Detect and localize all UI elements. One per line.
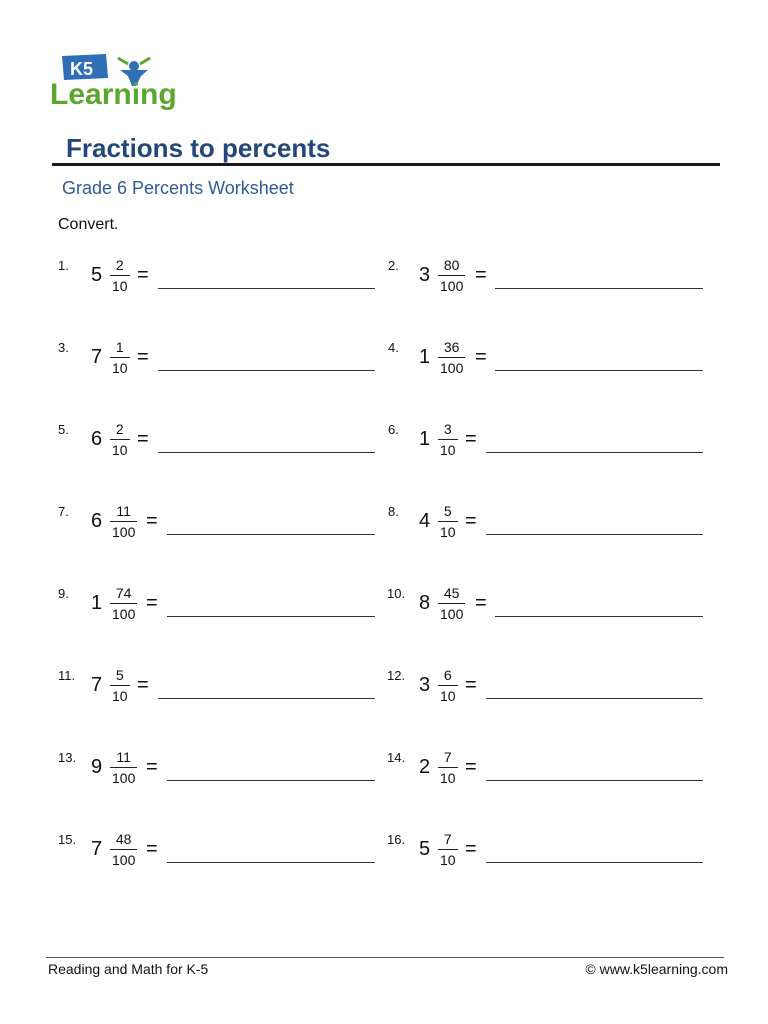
numerator: 74 (115, 585, 132, 601)
equals-sign: = (465, 674, 477, 696)
answer-blank[interactable] (495, 288, 703, 289)
equals-sign: = (475, 592, 487, 614)
problem-number: 8. (388, 504, 399, 519)
problem-item (388, 504, 703, 554)
numerator: 2 (115, 421, 124, 437)
denominator: 10 (440, 770, 456, 786)
worksheet-subtitle: Grade 6 Percents Worksheet (62, 178, 294, 198)
fraction (110, 340, 130, 375)
fraction (438, 586, 465, 621)
problem-number: 16. (387, 832, 406, 847)
whole-number: 2 (419, 756, 431, 778)
denominator: 100 (440, 360, 464, 376)
numerator: 11 (116, 749, 131, 765)
denominator: 100 (112, 770, 136, 786)
numerator: 5 (115, 667, 124, 683)
problem-number: 1. (58, 258, 69, 273)
denominator: 100 (112, 524, 136, 540)
problem-number: 4. (388, 340, 399, 355)
answer-blank[interactable] (158, 698, 375, 699)
whole-number: 8 (419, 592, 431, 614)
whole-number: 7 (91, 838, 103, 860)
problem-number: 11. (58, 668, 76, 683)
denominator: 10 (112, 360, 128, 376)
equals-sign: = (465, 428, 477, 450)
problem-item (388, 750, 703, 800)
answer-blank[interactable] (495, 616, 703, 617)
fraction (438, 832, 458, 867)
denominator: 10 (440, 852, 456, 868)
problem-item (58, 750, 375, 800)
problem-number: 14. (387, 750, 406, 765)
worksheet-title: Fractions to percents (66, 133, 331, 163)
denominator: 10 (112, 278, 128, 294)
denominator: 10 (112, 442, 128, 458)
denominator: 100 (440, 606, 464, 622)
fraction (110, 258, 130, 293)
problem-number: 9. (58, 586, 69, 601)
problem-item (388, 340, 703, 390)
fraction (110, 504, 137, 539)
whole-number: 5 (91, 264, 103, 286)
problem-item (388, 668, 703, 718)
svg-text:K5: K5 (70, 59, 94, 79)
answer-blank[interactable] (486, 452, 703, 453)
answer-blank[interactable] (495, 370, 703, 371)
problem-item (58, 832, 375, 882)
fraction (438, 750, 458, 785)
fraction (438, 340, 465, 375)
answer-blank[interactable] (486, 780, 703, 781)
answer-blank[interactable] (486, 862, 703, 863)
denominator: 10 (440, 524, 456, 540)
equals-sign: = (465, 838, 477, 860)
problem-item (388, 258, 703, 308)
whole-number: 6 (91, 428, 103, 450)
answer-blank[interactable] (167, 780, 375, 781)
equals-sign: = (146, 756, 158, 778)
equals-sign: = (465, 756, 477, 778)
equals-sign: = (137, 674, 149, 696)
problem-number: 10. (387, 586, 406, 601)
problem-item (58, 504, 375, 554)
equals-sign: = (146, 592, 158, 614)
numerator: 45 (443, 585, 460, 601)
problem-number: 3. (58, 340, 69, 355)
problem-number: 6. (388, 422, 399, 437)
fraction (110, 668, 130, 703)
equals-sign: = (465, 510, 477, 532)
whole-number: 7 (91, 674, 103, 696)
footer-divider (46, 957, 724, 958)
numerator: 3 (443, 421, 452, 437)
numerator: 2 (115, 257, 124, 273)
numerator: 36 (443, 339, 460, 355)
answer-blank[interactable] (486, 698, 703, 699)
answer-blank[interactable] (167, 534, 375, 535)
fraction (438, 258, 465, 293)
problem-item (58, 258, 375, 308)
numerator: 1 (115, 339, 124, 355)
whole-number: 1 (91, 592, 103, 614)
whole-number: 9 (91, 756, 103, 778)
answer-blank[interactable] (167, 862, 375, 863)
problem-number: 2. (388, 258, 399, 273)
problem-item (58, 668, 375, 718)
fraction (110, 422, 130, 457)
numerator: 5 (443, 503, 452, 519)
whole-number: 7 (91, 346, 103, 368)
footer-tagline: Reading and Math for K-5 (48, 961, 209, 977)
fraction (438, 422, 458, 457)
whole-number: 3 (419, 264, 431, 286)
denominator: 10 (112, 688, 128, 704)
problem-item (388, 586, 703, 636)
equals-sign: = (475, 346, 487, 368)
equals-sign: = (137, 346, 149, 368)
fraction (438, 504, 458, 539)
equals-sign: = (137, 264, 149, 286)
equals-sign: = (146, 510, 158, 532)
answer-blank[interactable] (158, 370, 375, 371)
fraction (438, 668, 458, 703)
problem-number: 12. (387, 668, 406, 683)
fraction (110, 750, 137, 785)
numerator: 7 (443, 831, 452, 847)
fraction (110, 586, 137, 621)
numerator: 6 (443, 667, 452, 683)
k5-learning-logo-graphic (48, 52, 188, 114)
title-underline (52, 163, 720, 166)
whole-number: 4 (419, 510, 431, 532)
footer-copyright: © www.k5learning.com (585, 961, 728, 977)
denominator: 10 (440, 688, 456, 704)
whole-number: 3 (419, 674, 431, 696)
problem-item (58, 340, 375, 390)
problem-number: 13. (58, 750, 77, 765)
whole-number: 1 (419, 346, 431, 368)
answer-blank[interactable] (486, 534, 703, 535)
denominator: 100 (112, 606, 136, 622)
problem-number: 15. (58, 832, 77, 847)
problem-item (58, 586, 375, 636)
k5-learning-logo (48, 52, 188, 114)
svg-text:Learning: Learning (50, 78, 177, 111)
instructions: Convert. (58, 216, 119, 233)
equals-sign: = (137, 428, 149, 450)
problem-number: 7. (58, 504, 69, 519)
numerator: 80 (443, 257, 460, 273)
problem-item (388, 422, 703, 472)
equals-sign: = (146, 838, 158, 860)
answer-blank[interactable] (158, 452, 375, 453)
denominator: 100 (112, 852, 136, 868)
equals-sign: = (475, 264, 487, 286)
problem-item (388, 832, 703, 882)
numerator: 48 (115, 831, 132, 847)
answer-blank[interactable] (167, 616, 375, 617)
numerator: 7 (443, 749, 452, 765)
whole-number: 1 (419, 428, 431, 450)
whole-number: 6 (91, 510, 103, 532)
problem-item (58, 422, 375, 472)
denominator: 10 (440, 442, 456, 458)
numerator: 11 (116, 503, 131, 519)
fraction (110, 832, 137, 867)
whole-number: 5 (419, 838, 431, 860)
problem-number: 5. (58, 422, 69, 437)
denominator: 100 (440, 278, 464, 294)
answer-blank[interactable] (158, 288, 375, 289)
